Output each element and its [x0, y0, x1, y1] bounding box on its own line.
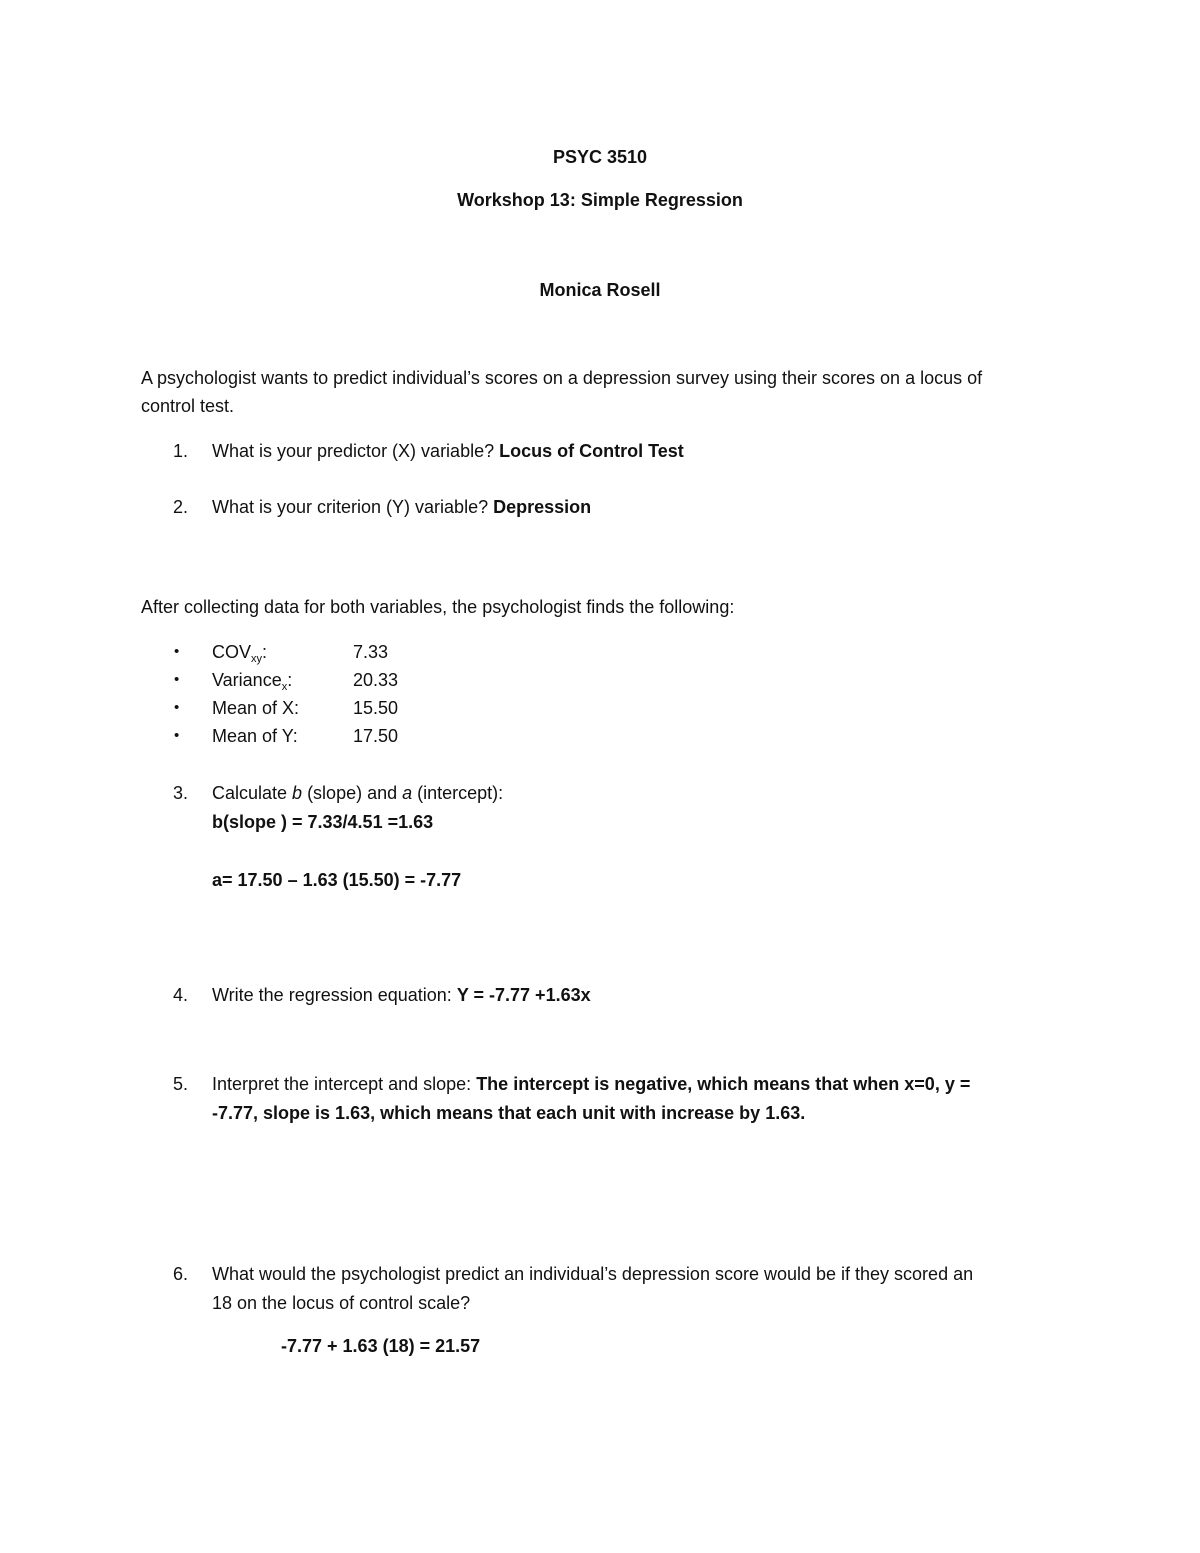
q5-question: Interpret the intercept and slope:: [212, 1074, 472, 1094]
q1-number: 1.: [173, 441, 189, 461]
course-title: PSYC 3510: [552, 147, 648, 167]
q3-question: [212, 781, 503, 805]
author-name: Monica Rosell: [539, 280, 661, 300]
intro-line-2: control test.: [141, 396, 235, 416]
stat-label-sub: xy: [251, 653, 263, 665]
q3-text-part: (intercept):: [412, 783, 504, 803]
q1-text: [212, 439, 684, 463]
bullet-icon: •: [174, 699, 180, 716]
stat-value-mean-x: 15.50: [353, 698, 399, 718]
q4-text: [212, 983, 591, 1007]
q2-answer: Depression: [493, 497, 592, 517]
stat-label-suffix: :: [262, 642, 268, 662]
stat-value-mean-y: 17.50: [353, 726, 399, 746]
stat-label-mean-x: Mean of X:: [212, 698, 300, 718]
q2-text: [212, 495, 591, 519]
q5-answer-line-2: -7.77, slope is 1.63, which means that each unit with increase by 1.63.: [212, 1103, 806, 1123]
q6-answer: -7.77 + 1.63 (18) = 21.57: [281, 1336, 481, 1356]
intro-line-1: A psychologist wants to predict individual’s scores on a depression survey using their scores on a locus of: [141, 368, 983, 388]
bullet-icon: •: [174, 727, 180, 744]
q5-number: 5.: [173, 1074, 189, 1094]
q6-line-1: What would the psychologist predict an individual’s depression score would be if they scored an: [212, 1264, 974, 1284]
q6-number: 6.: [173, 1264, 189, 1284]
stat-label-mean-y: Mean of Y:: [212, 726, 298, 746]
bullet-icon: •: [174, 671, 180, 688]
stat-value-variance: 20.33: [353, 670, 399, 690]
q3-number: 3.: [173, 783, 189, 803]
q4-answer: Y = -7.77 +1.63x: [456, 985, 591, 1005]
stat-label-variance: [212, 668, 292, 699]
workshop-title: Workshop 13: Simple Regression: [457, 190, 743, 210]
stat-value-cov: 7.33: [353, 642, 389, 662]
q1-answer: Locus of Control Test: [499, 441, 684, 461]
q6-line-2: 18 on the locus of control scale?: [212, 1293, 471, 1313]
q3-a-symbol: a: [402, 783, 413, 803]
stat-label-cov: [212, 640, 267, 671]
q4-question: Write the regression equation:: [212, 985, 452, 1005]
q1-question: What is your predictor (X) variable?: [212, 441, 495, 461]
q2-number: 2.: [173, 497, 189, 517]
q3-answer-b: b(slope ) = 7.33/4.51 =1.63: [212, 812, 434, 832]
q2-question: What is your criterion (Y) variable?: [212, 497, 489, 517]
stat-label-suffix: :: [287, 670, 293, 690]
q3-answer-a: a= 17.50 – 1.63 (15.50) = -7.77: [212, 870, 462, 890]
data-intro: After collecting data for both variables, the psychologist finds the following:: [141, 597, 735, 617]
stat-label-sub: x: [281, 681, 288, 693]
q5-text: [212, 1072, 970, 1096]
q3-b-symbol: b: [292, 783, 303, 803]
stat-label-main: Variance: [212, 670, 282, 690]
bullet-icon: •: [174, 643, 180, 660]
q5-answer-line-1: The intercept is negative, which means that when x=0, y =: [476, 1074, 971, 1094]
q4-number: 4.: [173, 985, 189, 1005]
stat-label-main: COV: [212, 642, 252, 662]
q3-text-part: (slope) and: [302, 783, 403, 803]
q3-text-part: Calculate: [212, 783, 293, 803]
